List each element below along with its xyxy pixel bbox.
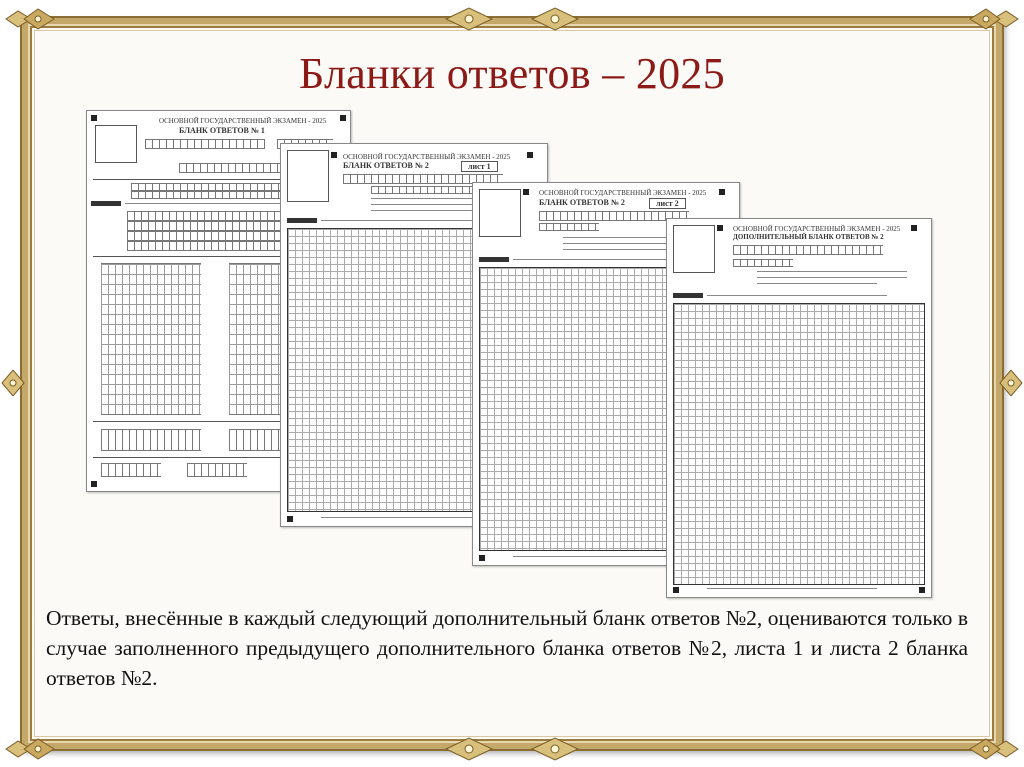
corner-ornament-icon: [4, 736, 58, 762]
form3-name: БЛАНК ОТВЕТОВ № 2: [539, 198, 625, 207]
side-ornament-icon: [442, 736, 496, 762]
slide-description: Ответы, внесённые в каждый следующий дополнительный бланк ответов №2, оцениваются только в случае заполненного предыдущего дополнительного бланка ответов №2, листа 1 и листа 2 бланка ответов №2.: [46, 606, 968, 690]
slide-title: Бланки ответов – 2025: [298, 49, 726, 98]
form4-name: ДОПОЛНИТЕЛЬНЫЙ БЛАНК ОТВЕТОВ № 2: [733, 233, 884, 241]
side-ornament-icon: [528, 736, 582, 762]
side-ornament-icon: [442, 6, 496, 32]
side-ornament-icon: [984, 370, 1024, 396]
form2-name: БЛАНК ОТВЕТОВ № 2: [343, 161, 429, 170]
form4-exam-label: ОСНОВНОЙ ГОСУДАРСТВЕННЫЙ ЭКЗАМЕН - 2025: [733, 225, 901, 233]
side-ornament-icon: [528, 6, 582, 32]
side-ornament-icon: [0, 370, 40, 396]
corner-ornament-icon: [966, 6, 1020, 32]
form1-exam-label: ОСНОВНОЙ ГОСУДАРСТВЕННЫЙ ЭКЗАМЕН - 2025: [159, 117, 327, 125]
form1-name: БЛАНК ОТВЕТОВ № 1: [179, 126, 265, 135]
form3-sheet: лист 2: [649, 198, 686, 209]
corner-ornament-icon: [4, 6, 58, 32]
additional-answer-form-2-image: [666, 218, 932, 598]
form3-exam-label: ОСНОВНОЙ ГОСУДАРСТВЕННЫЙ ЭКЗАМЕН - 2025: [539, 189, 707, 197]
corner-ornament-icon: [966, 736, 1020, 762]
form2-exam-label: ОСНОВНОЙ ГОСУДАРСТВЕННЫЙ ЭКЗАМЕН - 2025: [343, 153, 511, 161]
form2-sheet: лист 1: [461, 161, 498, 172]
